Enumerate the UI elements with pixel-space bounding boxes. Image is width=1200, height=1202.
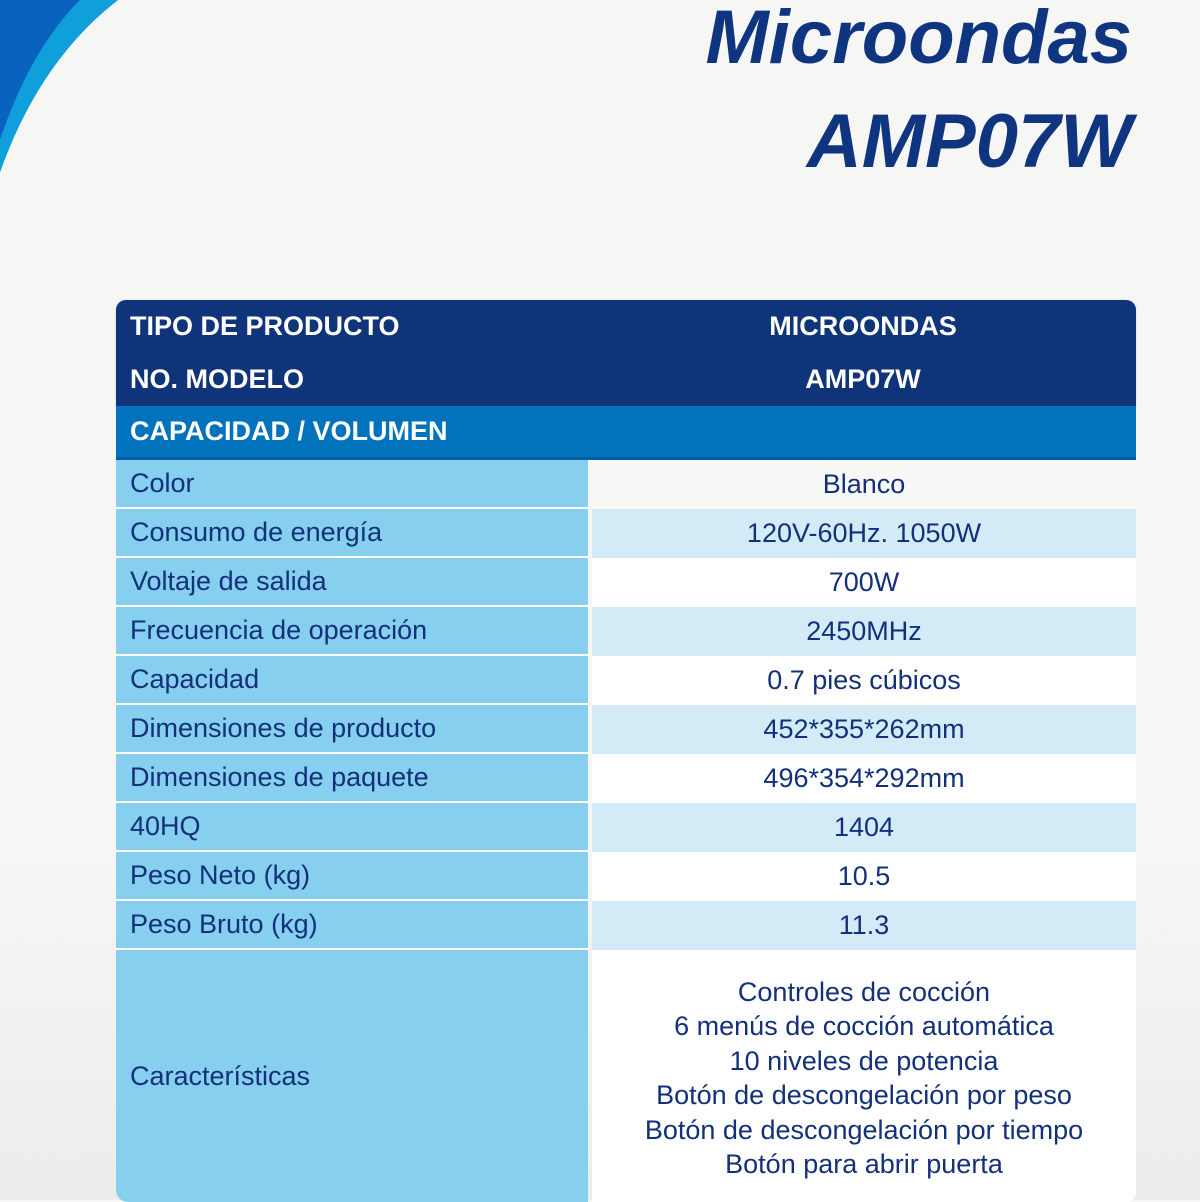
spec-key: Peso Bruto (kg) — [116, 901, 588, 950]
header-row-model — [116, 353, 1136, 406]
header-key: TIPO DE PRODUCTO — [130, 311, 400, 341]
features-list — [592, 950, 1136, 1202]
spec-row — [116, 460, 1136, 509]
section-heading: CAPACIDAD / VOLUMEN — [116, 406, 1136, 460]
title-line-1: Microondas — [705, 0, 1132, 80]
header-key: NO. MODELO — [130, 364, 304, 394]
spec-table-header — [116, 300, 1136, 406]
spec-row — [116, 656, 1136, 705]
spec-key: Color — [116, 460, 588, 509]
spec-key: Consumo de energía — [116, 509, 588, 558]
features-key: Características — [116, 950, 588, 1202]
spec-row — [116, 509, 1136, 558]
spec-row — [116, 803, 1136, 852]
spec-value: 0.7 pies cúbicos — [592, 656, 1136, 705]
feature-item: 6 menús de cocción automática — [674, 1011, 1054, 1041]
features-row — [116, 950, 1136, 1202]
feature-item: Botón para abrir puerta — [725, 1149, 1003, 1179]
spec-value: 496*354*292mm — [592, 754, 1136, 803]
spec-value: 10.5 — [592, 852, 1136, 901]
spec-value: Blanco — [592, 460, 1136, 509]
spec-key: 40HQ — [116, 803, 588, 852]
spec-row — [116, 901, 1136, 950]
spec-row — [116, 607, 1136, 656]
product-title — [705, 0, 1133, 184]
spec-table — [116, 300, 1136, 1202]
spec-row — [116, 754, 1136, 803]
spec-key: Voltaje de salida — [116, 558, 588, 607]
header-row-product-type — [116, 300, 1136, 353]
spec-value: 1404 — [592, 803, 1136, 852]
feature-item: Botón de descongelación por peso — [656, 1080, 1072, 1110]
spec-key: Capacidad — [116, 656, 588, 705]
spec-value: 2450MHz — [592, 607, 1136, 656]
title-line-2: AMP07W — [806, 99, 1132, 184]
spec-key: Dimensiones de producto — [116, 705, 588, 754]
spec-value: 11.3 — [592, 901, 1136, 950]
spec-row — [116, 705, 1136, 754]
spec-row — [116, 558, 1136, 607]
header-value: AMP07W — [805, 364, 921, 394]
spec-value: 452*355*262mm — [592, 705, 1136, 754]
spec-key: Frecuencia de operación — [116, 607, 588, 656]
spec-value: 700W — [592, 558, 1136, 607]
feature-item: Controles de cocción — [737, 976, 991, 1007]
decorative-swoosh — [0, 0, 140, 180]
spec-row — [116, 852, 1136, 901]
spec-key: Peso Neto (kg) — [116, 852, 588, 901]
header-value: MICROONDAS — [769, 311, 957, 341]
spec-value: 120V-60Hz. 1050W — [592, 509, 1136, 558]
spec-key: Dimensiones de paquete — [116, 754, 588, 803]
feature-item: Botón de descongelación por tiempo — [644, 1114, 1084, 1145]
feature-item: 10 niveles de potencia — [729, 1045, 999, 1076]
